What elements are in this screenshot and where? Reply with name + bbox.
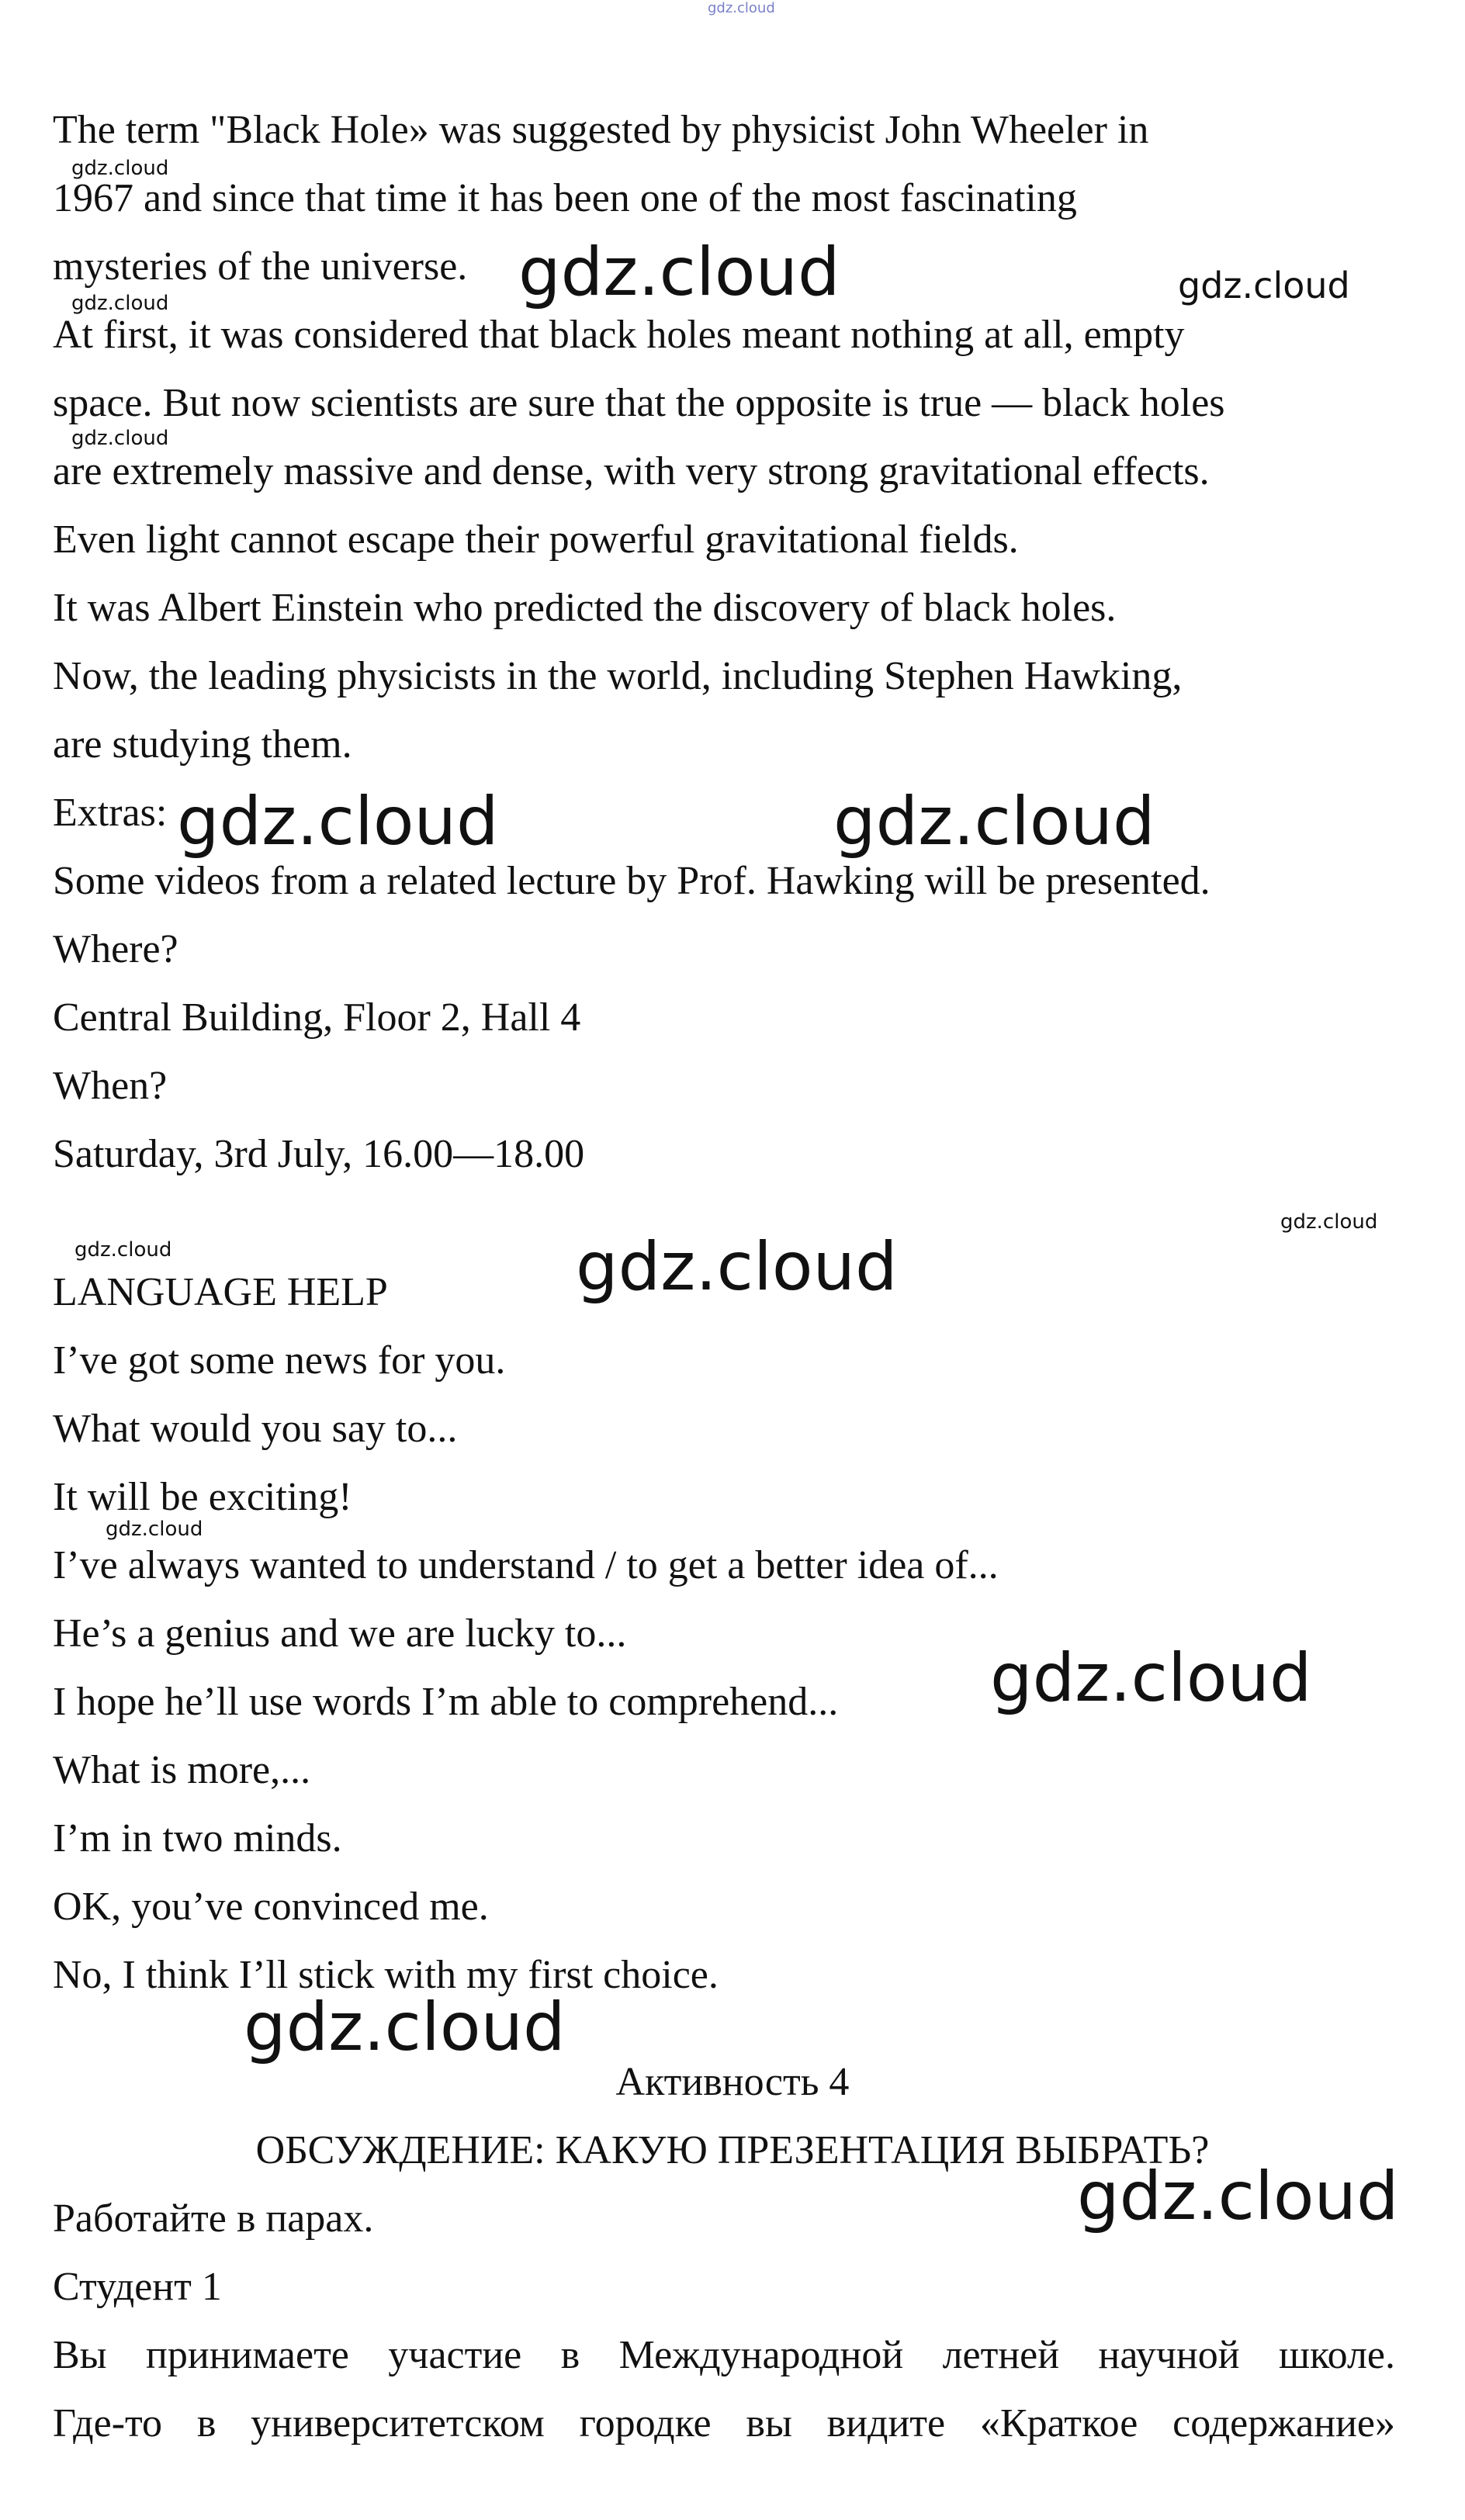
- phrase-item: What is more,...: [53, 1748, 311, 1792]
- text-line: It was Albert Einstein who predicted the discovery of black holes.: [53, 586, 1117, 630]
- phrase-item: I’ve always wanted to understand / to get a better idea of...: [53, 1543, 999, 1587]
- when-label: When?: [53, 1064, 168, 1108]
- location-text: Central Building, Floor 2, Hall 4: [53, 995, 581, 1040]
- student-label: Студент 1: [53, 2265, 222, 2309]
- watermark-medium: gdz.cloud: [1178, 265, 1350, 306]
- activity-instruction: Работайте в парах.: [53, 2196, 374, 2241]
- phrase-item: He’s a genius and we are lucky to...: [53, 1611, 627, 1656]
- watermark-top: gdz.cloud: [708, 0, 775, 16]
- watermark-large: gdz.cloud: [990, 1639, 1312, 1717]
- phrase-item: I’m in two minds.: [53, 1816, 342, 1861]
- watermark-small: gdz.cloud: [74, 1238, 172, 1262]
- watermark-large: gdz.cloud: [1077, 2158, 1399, 2235]
- text-line: are studying them.: [53, 722, 352, 767]
- text-line: mysteries of the universe.: [53, 244, 468, 289]
- activity-title: Активность 4: [615, 2060, 850, 2104]
- text-line: space. But now scientists are sure that the opposite is true — black holes: [53, 381, 1225, 425]
- watermark-small: gdz.cloud: [71, 292, 169, 315]
- date-text: Saturday, 3rd July, 16.00—18.00: [53, 1132, 585, 1176]
- phrase-item: It will be exciting!: [53, 1475, 352, 1519]
- phrase-item: I’ve got some news for you.: [53, 1338, 506, 1383]
- text-line: Some videos from a related lecture by Prof. Hawking will be presented.: [53, 859, 1210, 903]
- language-help-heading: LANGUAGE HELP: [53, 1270, 388, 1314]
- phrase-item: What would you say to...: [53, 1407, 458, 1451]
- text-line: At first, it was considered that black holes meant nothing at all, empty: [53, 313, 1185, 357]
- watermark-small: gdz.cloud: [106, 1518, 203, 1541]
- phrase-item: OK, you’ve convinced me.: [53, 1885, 489, 1929]
- activity-subtitle: ОБСУЖДЕНИЕ: КАКУЮ ПРЕЗЕНТАЦИЯ ВЫБРАТЬ?: [255, 2128, 1210, 2172]
- text-line: The term "Black Hole» was suggested by physicist John Wheeler in: [53, 108, 1149, 152]
- watermark-small: gdz.cloud: [1280, 1210, 1378, 1234]
- watermark-small: gdz.cloud: [71, 157, 169, 180]
- text-line: Even light cannot escape their powerful gravitational fields.: [53, 518, 1019, 562]
- text-line: are extremely massive and dense, with very strong gravitational effects.: [53, 449, 1210, 493]
- where-label: Where?: [53, 927, 178, 971]
- text-line: Now, the leading physicists in the world, including Stephen Hawking,: [53, 654, 1183, 698]
- watermark-large: gdz.cloud: [576, 1228, 898, 1306]
- phrase-item: No, I think I’ll stick with my first choice.: [53, 1953, 719, 1997]
- watermark-small: gdz.cloud: [71, 427, 169, 450]
- watermark-large: gdz.cloud: [244, 1989, 566, 2066]
- phrase-item: I hope he’ll use words I’m able to comprehend...: [53, 1680, 839, 1724]
- watermark-large: gdz.cloud: [177, 783, 499, 860]
- activity-body-line: Вы принимаете участие в Международной летней научной школе.: [53, 2333, 1395, 2377]
- text-line: 1967 and since that time it has been one of the most fascinating: [53, 176, 1077, 220]
- watermark-large: gdz.cloud: [518, 234, 840, 311]
- activity-body-line: Где-то в университетском городке вы видите «Краткое содержание»: [53, 2401, 1395, 2446]
- watermark-large: gdz.cloud: [833, 783, 1155, 860]
- extras-label: Extras:: [53, 791, 168, 835]
